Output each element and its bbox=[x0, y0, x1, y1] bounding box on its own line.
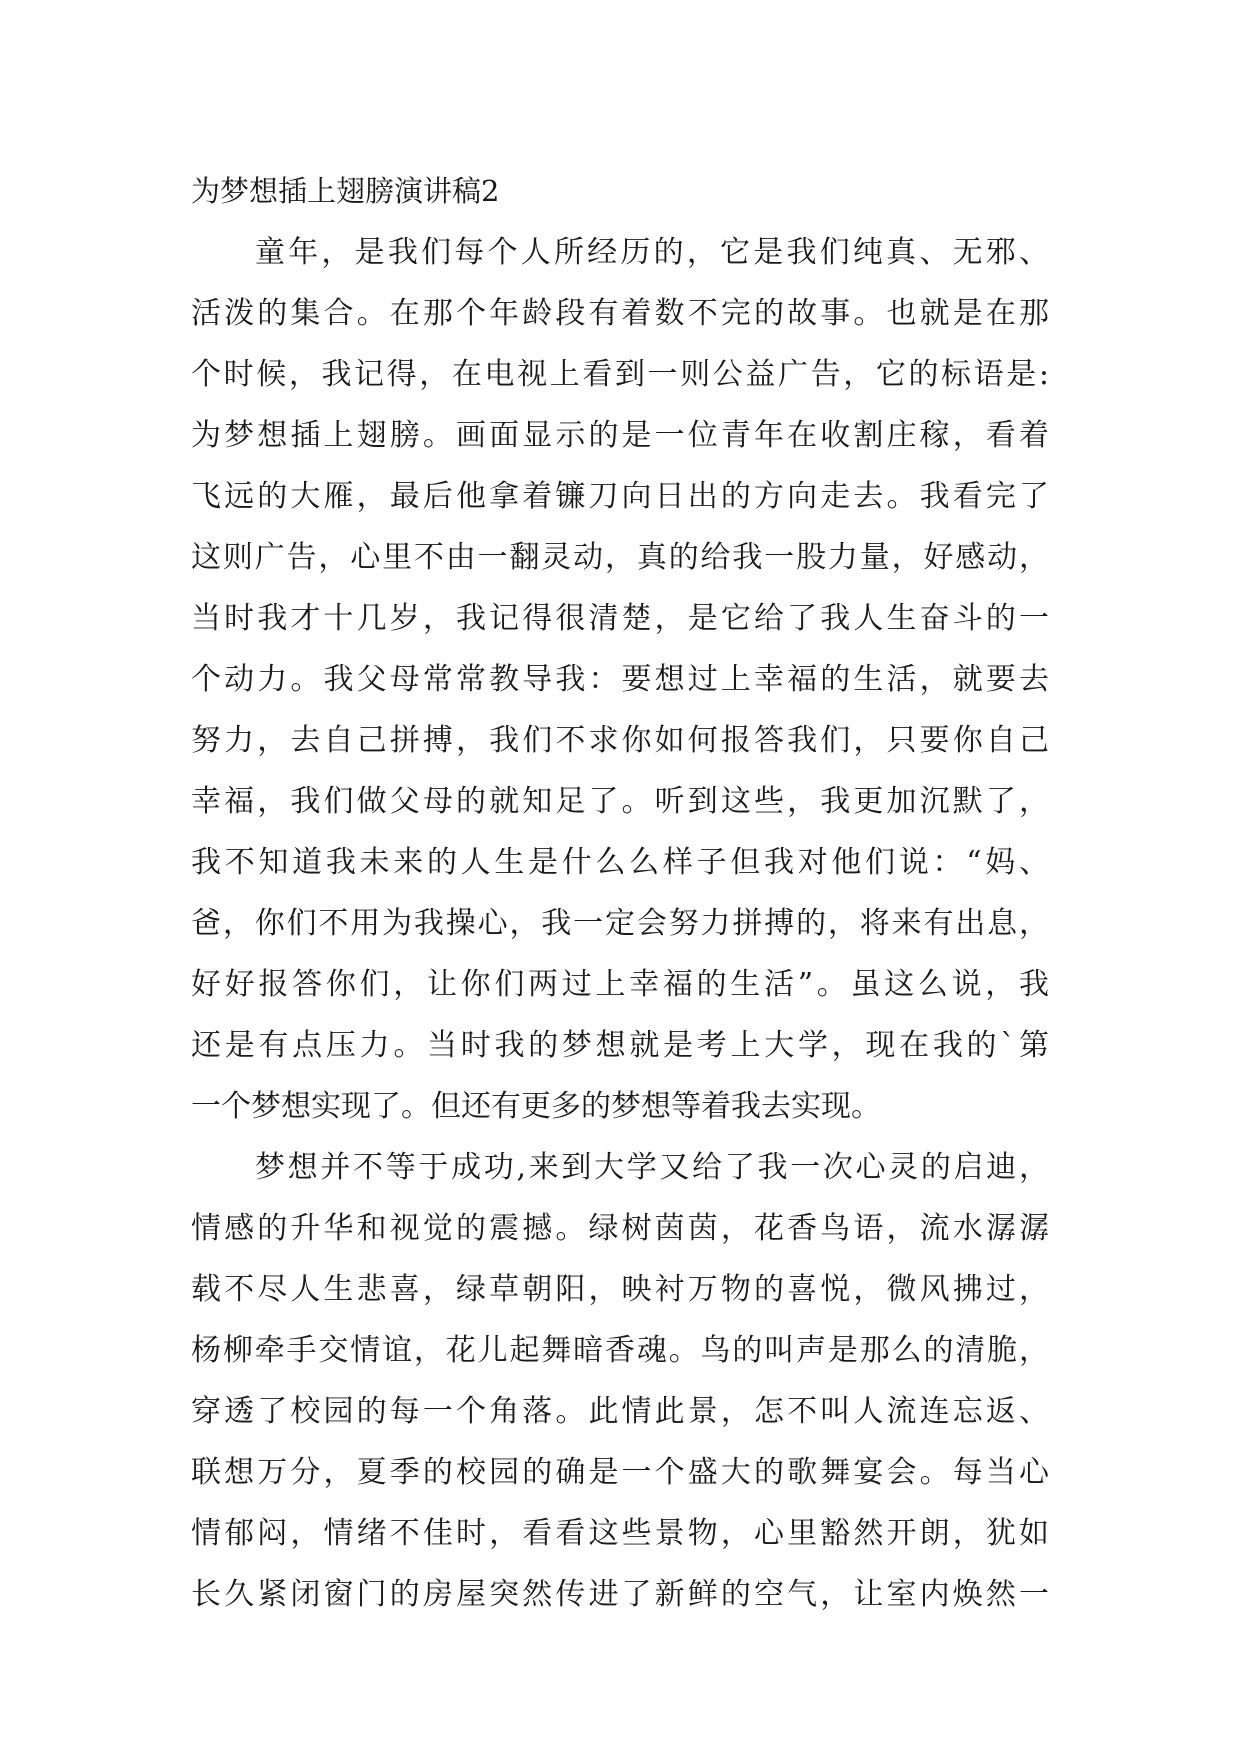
text-line: 活泼的集合。在那个年龄段有着数不完的故事。也就是在那 bbox=[191, 296, 1049, 331]
text-line: 这则广告，心里不由一翻灵动，真的给我一股力量，好感动， bbox=[191, 540, 1049, 575]
text-line: 为梦想插上翅膀。画面显示的是一位青年在收割庄稼，看着 bbox=[191, 418, 1049, 453]
text-line: 幸福，我们做父母的就知足了。听到这些，我更加沉默了， bbox=[191, 784, 1049, 819]
text-line: 个动力。我父母常常教导我：要想过上幸福的生活，就要去 bbox=[191, 662, 1049, 697]
text-line: 长久紧闭窗门的房屋突然传进了新鲜的空气，让室内焕然一 bbox=[191, 1577, 1049, 1612]
text-line: 飞远的大雁，最后他拿着镰刀向日出的方向走去。我看完了 bbox=[191, 479, 1049, 514]
text-line: 还是有点压力。当时我的梦想就是考上大学，现在我的`第 bbox=[191, 1028, 1049, 1063]
text-line: 穿透了校园的每一个角落。此情此景，怎不叫人流连忘返、 bbox=[191, 1394, 1049, 1429]
text-line: 情感的升华和视觉的震撼。绿树茵茵，花香鸟语，流水潺潺 bbox=[191, 1211, 1049, 1246]
text-line: 当时我才十几岁，我记得很清楚，是它给了我人生奋斗的一 bbox=[191, 601, 1049, 636]
text-line: 梦想并不等于成功,来到大学又给了我一次心灵的启迪， bbox=[255, 1150, 1049, 1185]
document-body bbox=[191, 160, 1051, 1625]
paragraph-2 bbox=[191, 1137, 1051, 1625]
document-title: 为梦想插上翅膀演讲稿2 bbox=[191, 174, 500, 208]
text-line: 载不尽人生悲喜，绿草朝阳，映衬万物的喜悦，微风拂过， bbox=[191, 1272, 1049, 1307]
text-line: 好好报答你们，让你们两过上幸福的生活”。虽这么说，我 bbox=[191, 967, 1049, 1002]
text-line: 一个梦想实现了。但还有更多的梦想等着我去实现。 bbox=[191, 1089, 881, 1124]
text-line: 童年，是我们每个人所经历的，它是我们纯真、无邪、 bbox=[255, 235, 1049, 270]
text-line: 爸，你们不用为我操心，我一定会努力拼搏的，将来有出息， bbox=[191, 906, 1049, 941]
text-line: 努力，去自己拼搏，我们不求你如何报答我们，只要你自己 bbox=[191, 723, 1049, 758]
paragraph-1 bbox=[191, 222, 1051, 1137]
text-line: 杨柳牵手交情谊，花儿起舞暗香魂。鸟的叫声是那么的清脆， bbox=[191, 1333, 1049, 1368]
text-line: 情郁闷，情绪不佳时，看看这些景物，心里豁然开朗，犹如 bbox=[191, 1516, 1049, 1551]
text-line: 个时候，我记得，在电视上看到一则公益广告，它的标语是: bbox=[191, 357, 1049, 392]
text-line: 联想万分，夏季的校园的确是一个盛大的歌舞宴会。每当心 bbox=[191, 1455, 1049, 1490]
text-line: 我不知道我未来的人生是什么么样子但我对他们说：“妈、 bbox=[191, 845, 1049, 880]
